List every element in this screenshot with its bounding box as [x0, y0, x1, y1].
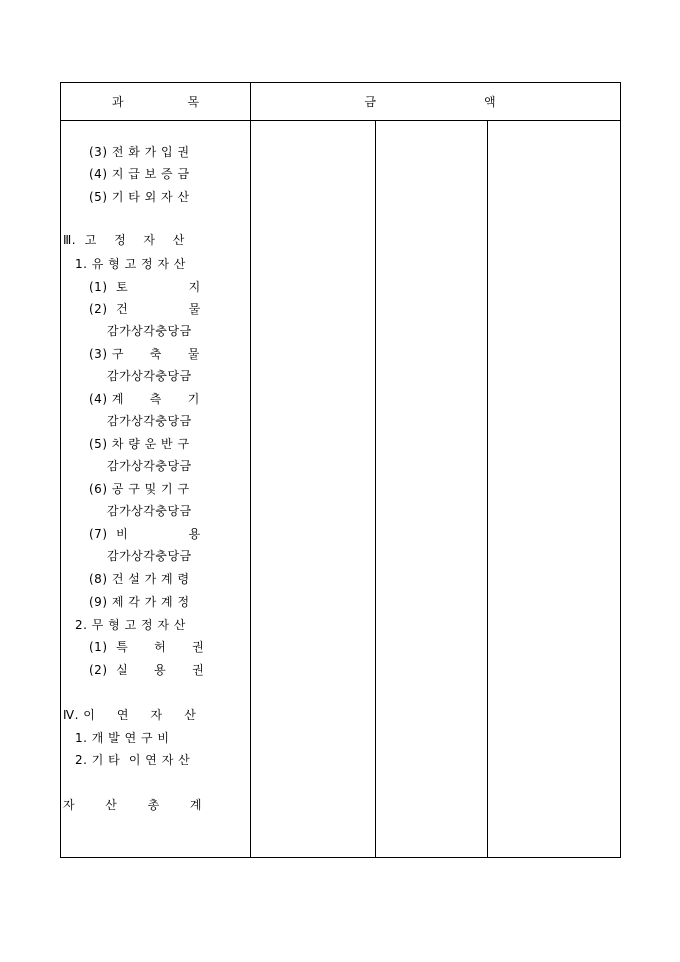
row-guarantee-deposit: (4) 지 급 보 증 금 [89, 167, 190, 181]
row-depreciation: 감가상각충당금 [107, 324, 192, 338]
row-telephone-rights: (3) 전 화 가 입 권 [89, 145, 190, 159]
row-structures: (3) 구 축 물 [89, 347, 200, 361]
column-divider-amount-2 [487, 120, 488, 857]
row-vehicles: (5) 차 량 운 반 구 [89, 437, 190, 451]
row-tools: (6) 공 구 및 기 구 [89, 482, 190, 496]
row-construction: (8) 건 설 가 계 령 [89, 572, 190, 586]
row-building: (2) 건 물 [89, 302, 201, 316]
column-divider-amount-1 [375, 120, 376, 857]
header-amount-char-1: 금 [364, 95, 376, 109]
row-other-deferred: 2. 기 타 이 연 자 산 [75, 753, 191, 767]
row-other-assets: (5) 기 타 외 자 산 [89, 190, 190, 204]
row-depreciation: 감가상각충당금 [107, 549, 192, 563]
row-clearing-account: (9) 제 각 가 계 정 [89, 595, 190, 609]
header-subject-char-2: 목 [187, 95, 200, 109]
row-intangible-assets: 2. 무 형 고 정 자 산 [75, 618, 186, 632]
row-fixtures: (7) 비 용 [89, 527, 201, 541]
header-amount-char-2: 액 [484, 95, 496, 109]
row-depreciation: 감가상각충당금 [107, 504, 192, 518]
row-patent-rights: (1) 특 허 권 [89, 640, 205, 654]
row-utility-rights: (2) 실 용 권 [89, 663, 205, 677]
row-development-costs: 1. 개 발 연 구 비 [75, 731, 170, 745]
row-fixed-assets: Ⅲ. 고 정 자 산 [63, 233, 185, 247]
subject-list [61, 83, 250, 857]
header-amount [250, 83, 622, 120]
row-land: (1) 토 지 [89, 280, 201, 294]
balance-sheet-table [60, 82, 621, 858]
row-tangible-assets: 1. 유 형 고 정 자 산 [75, 257, 186, 271]
row-depreciation: 감가상각충당금 [107, 459, 192, 473]
column-divider-subject [250, 83, 251, 857]
row-depreciation: 감가상각충당금 [107, 369, 192, 383]
row-deferred-assets: Ⅳ. 이 연 자 산 [63, 708, 197, 722]
row-instruments: (4) 계 측 기 [89, 392, 200, 406]
row-total-assets: 자 산 총 계 [63, 798, 202, 812]
row-depreciation: 감가상각충당금 [107, 414, 192, 428]
header-subject-char-1: 과 [111, 95, 124, 109]
